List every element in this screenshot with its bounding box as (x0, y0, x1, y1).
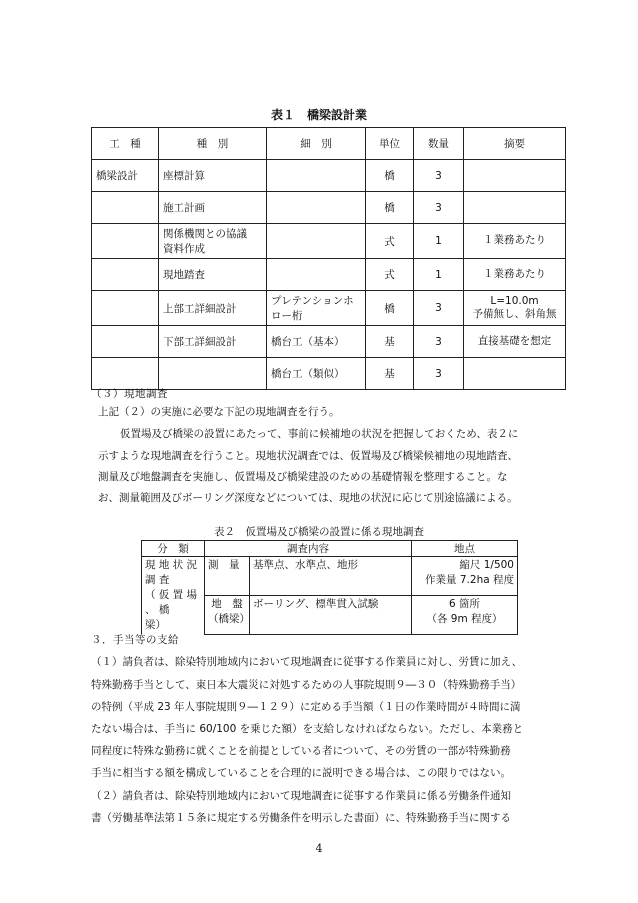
table1-header: 数量 (414, 128, 464, 160)
table2-header: 分 類 (142, 541, 205, 557)
page-number: 4 (315, 842, 323, 855)
table2-method: 測 量 (205, 557, 250, 596)
table1-cell: 上部工詳細設計 (159, 291, 267, 326)
table1-cell: L=10.0m 予備無し、斜角無 (464, 291, 566, 326)
table1-cell (267, 160, 366, 192)
table1-cell: 直接基礎を想定 (464, 326, 566, 358)
table1-cell (92, 358, 159, 390)
table1-cell: 3 (414, 326, 464, 358)
table1-cell: １業務あたり (464, 259, 566, 291)
paragraph-line: の特例（平成 23 年人事院規則９―１２９）に定める手当額（１日の作業時間が４時間に満 (91, 701, 521, 713)
paragraph-line: 特殊勤務手当として、東日本大震災に対処するための人事院規則９―３０（特殊勤務手当） (91, 679, 522, 691)
paragraph-line: 上記（２）の実施に必要な下記の現地調査を行う。 (98, 406, 340, 418)
table1-cell: 3 (414, 291, 464, 326)
table1-cell (92, 224, 159, 259)
paragraph-line: 測量及び地盤調査を実施し、仮置場及び橋梁建設のための基礎情報を整理すること。な (98, 471, 508, 483)
table1-cell: 橋 (366, 192, 414, 224)
table1-cell: 基 (366, 358, 414, 390)
table2-content: 基準点、水準点、地形 (250, 557, 412, 596)
table1-cell (464, 192, 566, 224)
table1-cell (92, 259, 159, 291)
table1-header: 摘要 (464, 128, 566, 160)
table1-cell: 3 (414, 358, 464, 390)
paragraph-line: 書（労働基準法第１５条に規定する労働条件を明示した書面）に、特殊勤務手当に関する (91, 812, 511, 824)
table2-title: 表２ 仮置場及び橋梁の設置に係る現地調査 (214, 526, 424, 538)
table1-cell: 関係機関との協議 資料作成 (159, 224, 267, 259)
table1-cell (464, 358, 566, 390)
table1-header-row (92, 128, 566, 160)
table1-cell: 下部工詳細設計 (159, 326, 267, 358)
table1-cell: プレテンションホ ロー桁 (267, 291, 366, 326)
paragraph-line: （２）請負者は、除染特別地域内において現地調査に従事する作業員に係る労働条件通知 (91, 790, 511, 802)
table1-cell (92, 326, 159, 358)
table1-cell (92, 192, 159, 224)
table1-cell (92, 291, 159, 326)
paragraph-line: たない場合は、手当に 60/100 を乗じた額）を支給しなければならない。ただし、本業務と (91, 723, 524, 735)
table2 (141, 540, 518, 635)
table1-cell: 橋梁設計 (92, 160, 159, 192)
table1-header: 種 別 (159, 128, 267, 160)
table1-cell: 1 (414, 224, 464, 259)
table2-location: 6 箇所 （各 9m 程度） (412, 595, 518, 634)
table1-cell: 3 (414, 160, 464, 192)
table1-cell (267, 224, 366, 259)
table-row (92, 291, 566, 326)
table2-method: 地 盤 （橋梁） (205, 595, 250, 634)
table1-cell (267, 192, 366, 224)
table-row (92, 358, 566, 390)
table2-header-row (142, 541, 518, 557)
table2-category: 現 地 状 況 調 査 （ 仮 置 場 、 橋 梁） (142, 557, 205, 635)
table1-cell: 座標計算 (159, 160, 267, 192)
table2-location: 縮尺 1/500 作業量 7.2ha 程度 (412, 557, 518, 596)
table-row (142, 557, 518, 596)
table1-header: 細 別 (267, 128, 366, 160)
table1-cell: 橋台工（基本） (267, 326, 366, 358)
table1-cell (464, 160, 566, 192)
paragraph-line: 仮置場及び橋梁の設置にあたって、事前に候補地の状況を把握しておくため、表２に (120, 428, 519, 440)
table2-content: ボーリング、標準貫入試験 (250, 595, 412, 634)
table1-cell: １業務あたり (464, 224, 566, 259)
table-row (92, 326, 566, 358)
table-row (92, 224, 566, 259)
table2-header: 調査内容 (205, 541, 412, 557)
table1-header: 単位 (366, 128, 414, 160)
table1-cell (159, 358, 267, 390)
table1-cell: 橋 (366, 160, 414, 192)
table1-header: 工 種 (92, 128, 159, 160)
table1-cell: 式 (366, 224, 414, 259)
table1-cell: 施工計画 (159, 192, 267, 224)
section-heading: （３）現地調査 (91, 388, 168, 400)
paragraph-line: 示すような現地調査を行うこと。現地状況調査では、仮置場及び橋梁候補地の現地踏査、 (98, 450, 518, 462)
paragraph-line: （１）請負者は、除染特別地域内において現地調査に従事する作業員に対し、労賃に加え、 (91, 656, 523, 668)
table1 (91, 127, 566, 390)
table1-cell: 基 (366, 326, 414, 358)
paragraph-line: 同程度に特殊な勤務に就くことを前提としている者について、その労賃の一部が特殊勤務 (91, 745, 511, 757)
table1-cell: 橋 (366, 291, 414, 326)
table-row (92, 192, 566, 224)
section-heading: ３．手当等の支給 (91, 634, 179, 646)
table-row (92, 160, 566, 192)
table1-cell: 1 (414, 259, 464, 291)
table1-title: 表１ 橋梁設計業 (270, 108, 367, 122)
table1-cell (267, 259, 366, 291)
table1-cell: 橋台工（類似） (267, 358, 366, 390)
table1-cell: 現地踏査 (159, 259, 267, 291)
table1-cell: 3 (414, 192, 464, 224)
table1-cell: 式 (366, 259, 414, 291)
paragraph-line: 手当に相当する額を構成していることを合理的に説明できる場合は、この限りではない。 (91, 767, 511, 779)
paragraph-line: お、測量範囲及びボーリング深度などについては、現地の状況に応じて別途協議による。 (98, 492, 518, 504)
table2-header: 地点 (412, 541, 518, 557)
table-row (92, 259, 566, 291)
